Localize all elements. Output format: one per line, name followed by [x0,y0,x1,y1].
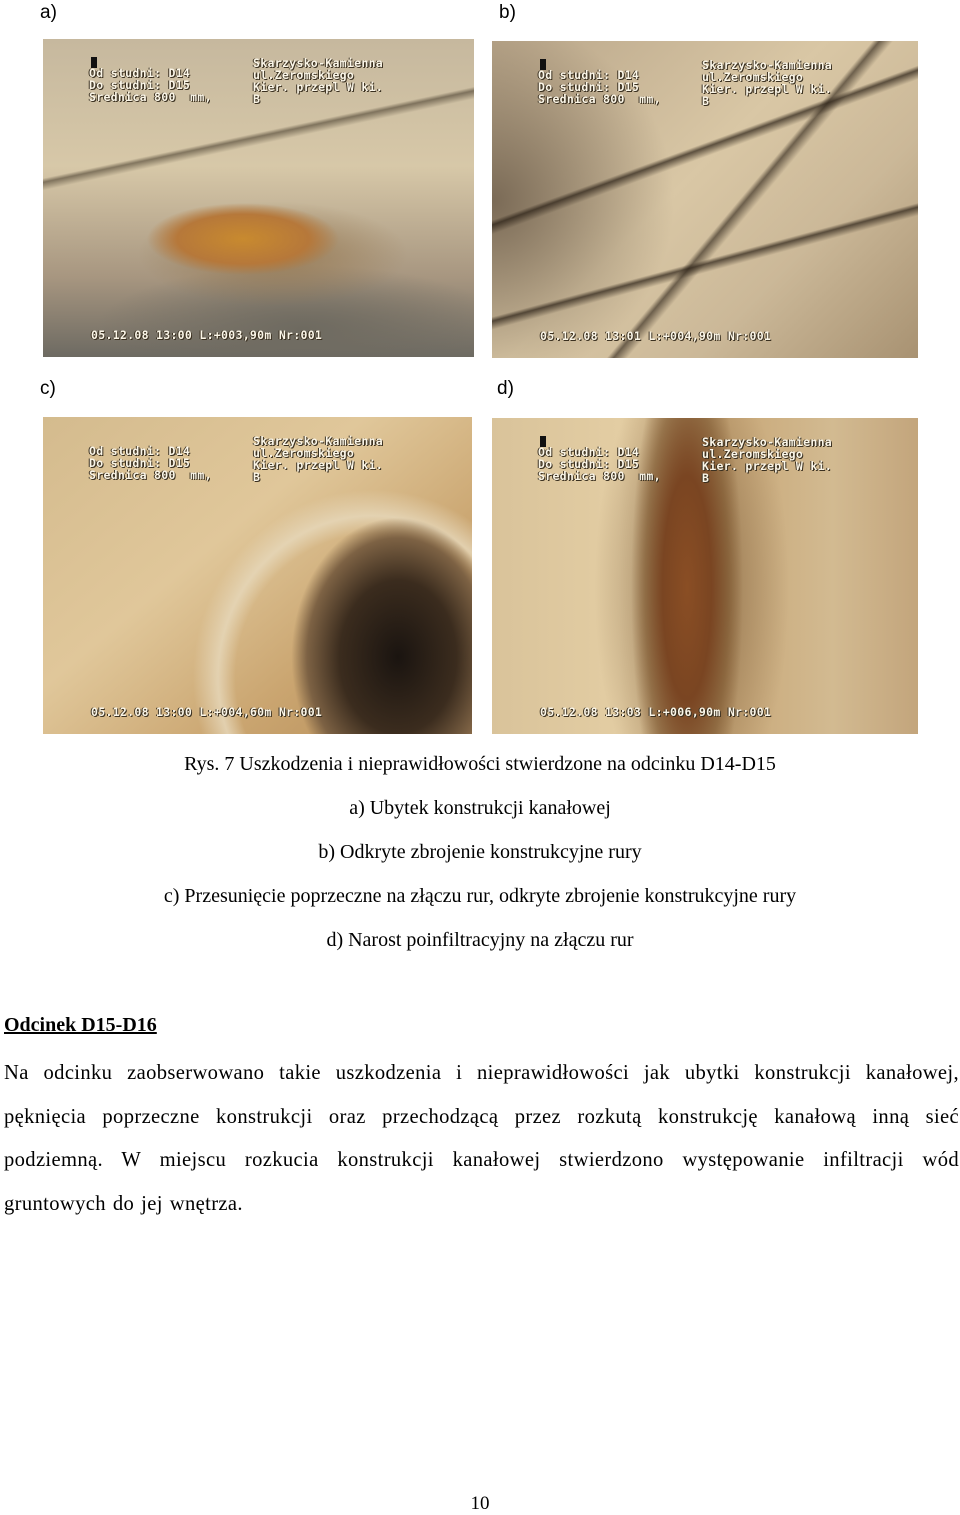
osd-location-info: Skarzysko-Kamienna ul.Zeromskiego Kier. przepl W ki. B [253,56,384,106]
caption-item-a: a) Ubytek konstrukcji kanałowej [349,797,611,819]
inspection-photo-a [43,39,474,357]
osd-location-info: Skarzysko-Kamienna ul.Zeromskiego Kier. przepl W ki. B [702,435,833,485]
body-paragraph: Na odcinku zaobserwowano takie uszkodzenia i nieprawidłowości jak ubytki konstrukcji kanałowej, pęknięcia poprzeczne konstrukcji oraz przechodzącą przez rozkutą konstrukcję kanałową inną sieć podziemną. W miejscu rozkucia konstrukcji kanałowej stwierdzono występowanie infiltracji wód gruntowych do jej wnętrza. [4,1062,959,1215]
panel-label-a: a) [40,2,57,23]
caption-item-b: b) Odkryte zbrojenie konstrukcyjne rury [318,841,642,863]
osd-timestamp: 05.12.08 13:00 L:+004,60m Nr:001 [91,705,323,719]
caption-item-d: d) Narost poinfiltracyjny na złączu rur [326,929,634,951]
osd-location-info: Skarzysko-Kamienna ul.Zeromskiego Kier. przepl W ki. B [702,58,833,108]
osd-timestamp: 05.12.08 13:00 L:+003,90m Nr:001 [91,328,323,342]
figure-caption: Rys. 7 Uszkodzenia i nieprawidłowości stwierdzone na odcinku D14-D15 [184,753,776,775]
panel-label-c: c) [40,378,56,399]
osd-timestamp: 05.12.08 13:03 L:+006,90m Nr:001 [540,705,772,719]
section-heading: Odcinek D15-D16 [4,1014,157,1036]
panel-label-d: d) [497,378,514,399]
osd-manhole-info: Od studni: D14 Do studni: D15 Srednica 800 mm, [538,445,661,483]
inspection-photo-c [43,417,472,734]
inspection-photo-d [492,418,918,734]
osd-manhole-info: Od studni: D14 Do studni: D15 Srednica 800 mm, [538,68,661,106]
page-number: 10 [470,1493,490,1514]
osd-manhole-info: Od studni: D14 Do studni: D15 Srednica 800 mm, [89,66,212,104]
panel-label-b: b) [499,2,516,23]
osd-location-info: Skarzysko-Kamienna ul.Zeromskiego Kier. przepl W ki. B [253,434,384,484]
osd-manhole-info: Od studni: D14 Do studni: D15 Srednica 800 mm, [89,444,212,482]
osd-timestamp: 05.12.08 13:01 L:+004,90m Nr:001 [540,329,772,343]
inspection-photo-b [492,41,918,358]
caption-item-c: c) Przesunięcie poprzeczne na złączu rur, odkryte zbrojenie konstrukcyjne rury [163,885,797,907]
